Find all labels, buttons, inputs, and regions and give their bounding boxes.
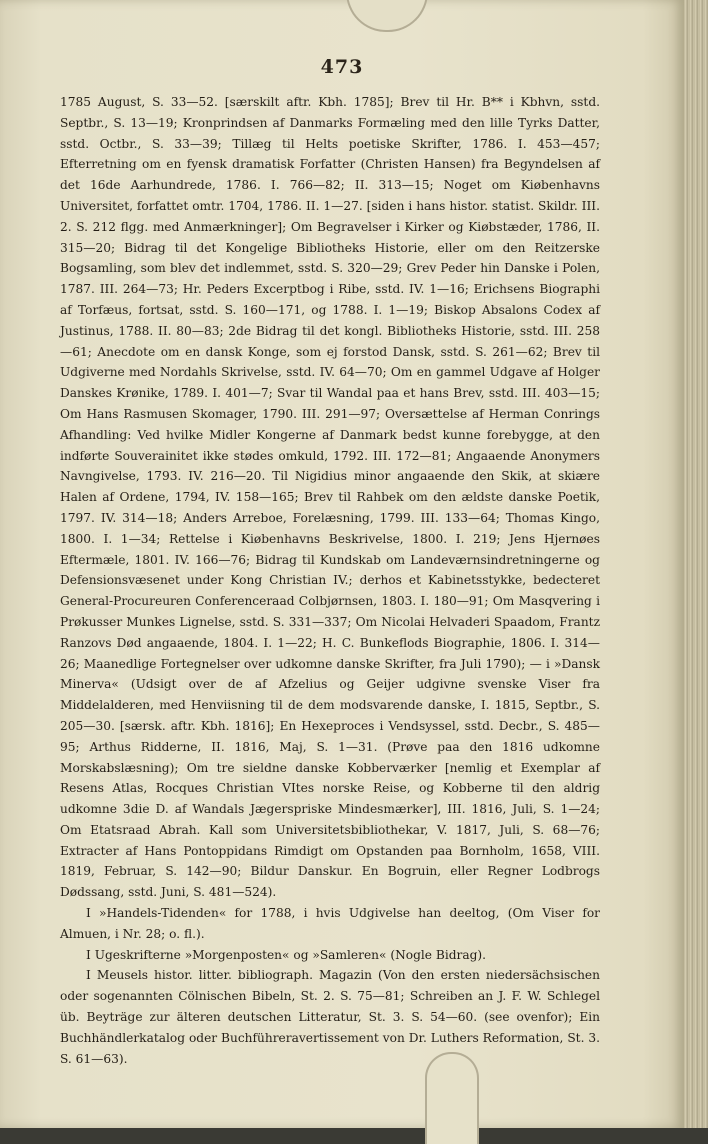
paragraph-2: I »Handels-Tidenden« for 1788, i hvis Udgivelse han deeltog, (Om Viser for Almuen, i Nr. 28; o. fl.). (60, 906, 600, 941)
paragraph-1: 1785 August, S. 33—52. [særskilt aftr. Kbh. 1785]; Brev til Hr. B** i Kbhvn, sstd. Septbr., S. 13—19; Kronprindsen af Danmarks Formæling med den lille Tyrks Datter, sstd. Octbr., S. 33—39; Tillæg til Helts poetiske Skrifter, 1786. I. 453—457; Efterretning om en fyensk dramatisk Forfatter (Christen Hansen) fra Begyndelsen af det 16de Aarhundrede, 1786. I. 766—82; II. 313—15; Noget om Kiøbenhavns Universitet, forfattet omtr. 1704, 1786. II. 1—27. [siden i hans histor. statist. Skildr. III. 2. S. 212 flgg. med Anmærkninger]; Om Begravelser i Kirker og Kiøbstæder, 1786, II. 315—20; Bidrag til det Kongelige Bibliotheks Historie, eller om den Reitzerske Bogsamling, som blev det indlemmet, sstd. S. 320—29; Grev Peder hin Danske i Polen, 1787. III. 264—73; Hr. Peders Excerptbog i Ribe, sstd. IV. 1—16; Erichsens Biographi af Torfæus, fortsat, sstd. S. 160—171, og 1788. I. 1—19; Biskop Absalons Codex af Justinus, 1788. II. 80—83; 2de Bidrag til det kongl. Bibliotheks Historie, sstd. III. 258—61; Anecdote om en dansk Konge, som ej forstod Dansk, sstd. S. 261—62; Brev til Udgiverne med Nordahls Skrivelse, sstd. IV. 64—70; Om en gammel Udgave af Holger Danskes Krønike, 1789. I. 401—7; Svar til Wandal paa et hans Brev, sstd. III. 403—15; Om Hans Rasmusen Skomager, 1790. III. 291—97; Oversættelse af Herman Conrings Afhandling: Ved hvilke Midler Kongerne af Danmark bedst kunne forebygge, at den indførte Souverainitet ikke stødes omkuld, 1792. III. 172—81; Angaaende Anonymers Navngivelse, 1793. IV. 216—20. Til Nigidius minor angaaende den Skik, at skiære Halen af Ordene, 1794, IV. 158—165; Brev til Rahbek om den ældste danske Poetik, 1797. IV. 314—18; Anders Arreboe, Forelæsning, 1799. III. 133—64; Thomas Kingo, 1800. I. 1—34; Rettelse i Kiøbenhavns Beskrivelse, 1800. I. 219; Jens Hjernøes Eftermæle, 1801. IV. 166—76; Bidrag til Kundskab om Landeværnsindretningerne og Defensionsvæsenet under Kong Christian IV.; derhos et Kabinetsstykke, bedecteret General-Procureuren Conferenceraad Colbjørnsen, 1803. I. 180—91; Om Masqvering i Prøkusser Munkes Lignelse, sstd. S. 331—337; Om Nicolai Helvaderi Spaadom, Frantz Ranzovs Død angaaende, 1804. I. 1—22; H. C. Bunkeflods Biographie, 1806. I. 314—26; Maanedlige Fortegnelser over udkomne danske Skrifter, fra Juli 1790); — i »Dansk Minerva« (Udsigt over de af Afzelius og Geijer udgivne svenske Viser fra Middelalderen, med Henviisning til de dem modsvarende danske, I. 1815, Septbr., S. 205—30. [særsk. aftr. Kbh. 1816]; En Hexeproces i Vendsyssel, sstd. Decbr., S. 485—95; Arthus Ridderne, II. 1816, Maj, S. 1—31. (Prøve paa den 1816 udkomne Morskabslæsning); Om tre sieldne danske Kobberværker [nemlig et Exemplar af Resens Atlas, Rocques Christian VItes norske Reise, og Kobberne til den aldrig udkomne 3die D. af Wandals Jægerspriske Mindesmærker], III. 1816, Juli, S. 1—24; Om Etatsraad Abrah. Kall som Universitetsbibliothekar, V. 1817, Juli, S. 68—76; Extracter af Hans Pontoppidans Rimdigt om Opstanden paa Bornholm, 1658, VIII. 1819, Februar, S. 142—90; Bildur Danskur. En Bogruin, eller Regner Lodbrogs Dødssang, sstd. Juni, S. 481—524). (60, 95, 600, 900)
page-clip-bottom (425, 1052, 479, 1144)
paragraph-3: I Ugeskrifterne »Morgenposten« og »Samleren« (Nogle Bidrag). (86, 947, 487, 962)
body-text (60, 92, 600, 1069)
page-clip-top (346, 0, 428, 32)
paragraph-4: I Meusels histor. litter. bibliograph. Magazin (Von den ersten niedersächsischen oder sogenannten Cölnischen Bibeln, St. 2. S. 75—81; Schreiben an J. F. W. Schlegel üb. Beyträge zur älteren deutschen Litteratur, St. 3. S. 54—60. (see ovenfor); Ein Buchhändlerkatalog oder Buchführeravertissement von Dr. Luthers Reformation, St. 3. S. 61—63). (60, 968, 600, 1066)
book-page-edges (684, 0, 708, 1128)
page-number: 473 (320, 56, 364, 78)
